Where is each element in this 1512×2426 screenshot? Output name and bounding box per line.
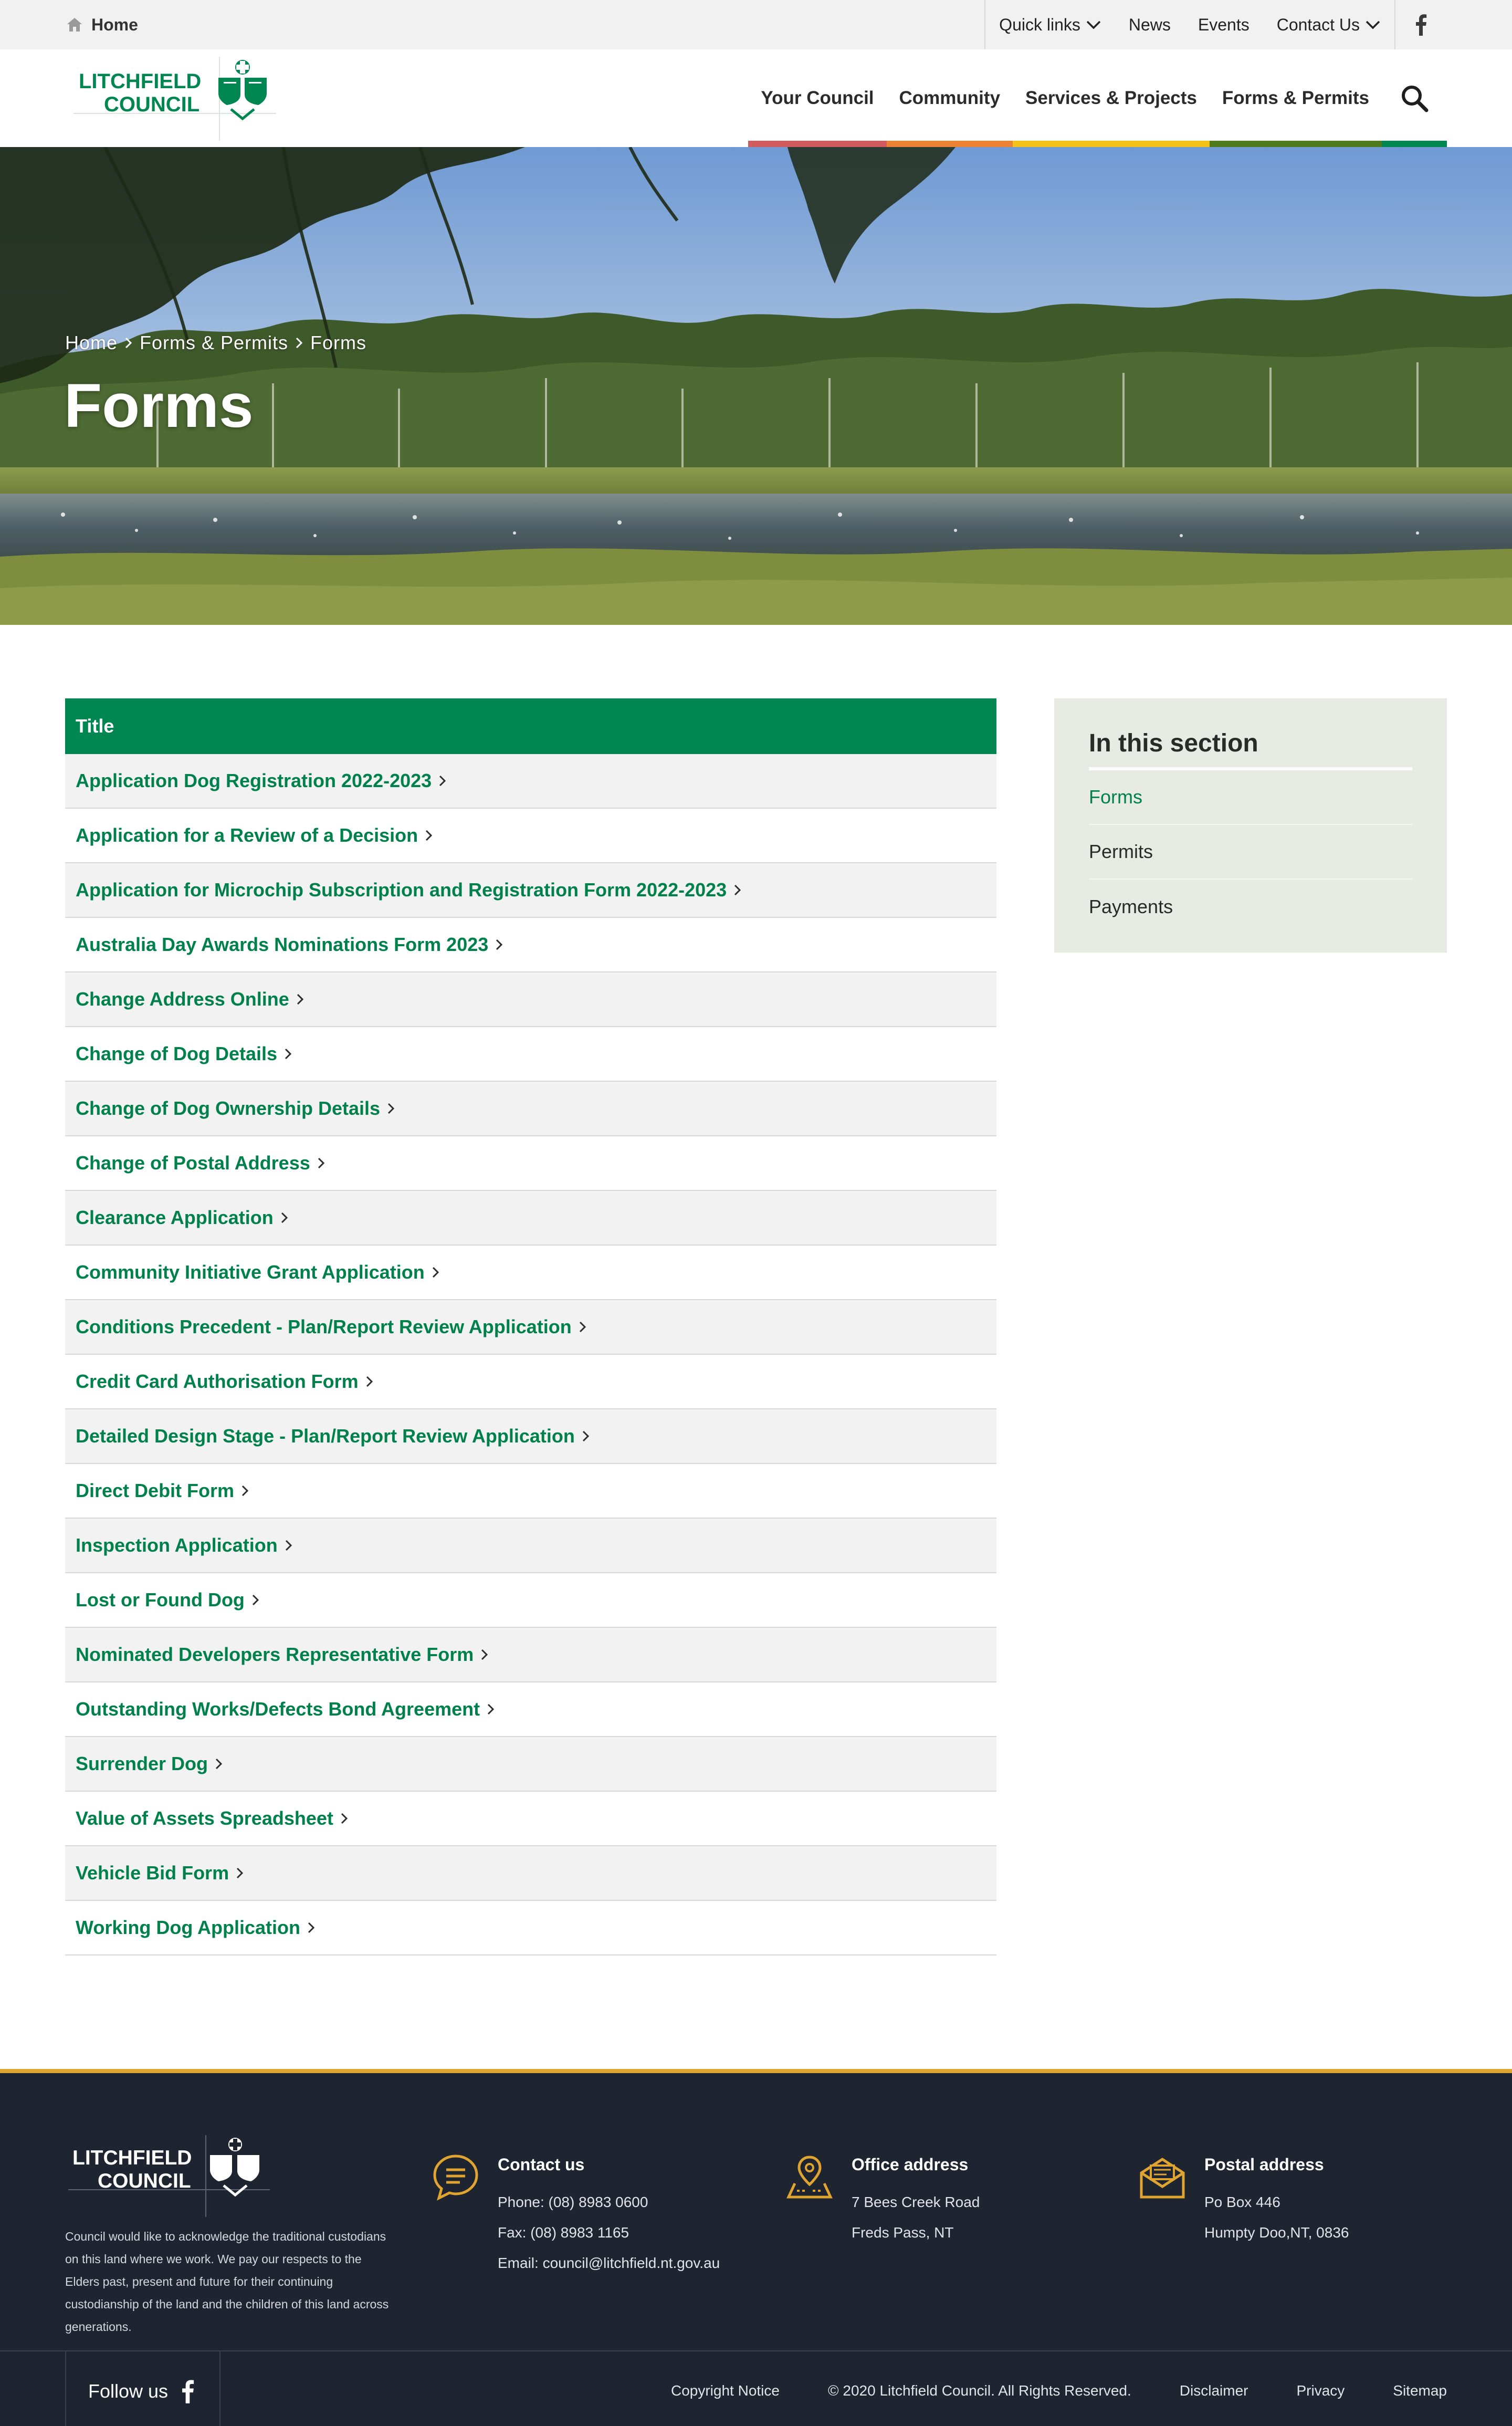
- form-link[interactable]: Application for Microchip Subscription and Registration Form 2022-2023: [76, 879, 727, 901]
- nav-forms-permits[interactable]: [1210, 49, 1382, 147]
- facebook-icon: [182, 2379, 194, 2403]
- search-button[interactable]: [1382, 49, 1447, 147]
- chevron-right-icon: [582, 1430, 590, 1442]
- footer-logo-line1: LITCHFIELD: [72, 2147, 192, 2169]
- footer-bottom-bar: [0, 2350, 1512, 2426]
- utility-bar: [0, 0, 1512, 49]
- table-row[interactable]: [65, 863, 996, 918]
- table-body: [65, 754, 996, 1956]
- form-link[interactable]: Clearance Application: [76, 1207, 274, 1228]
- events-link[interactable]: [1184, 0, 1263, 49]
- nav-label: Your Council: [761, 88, 874, 108]
- table-row[interactable]: [65, 973, 996, 1027]
- news-label: News: [1128, 15, 1171, 34]
- facebook-link[interactable]: [1395, 0, 1447, 49]
- form-link[interactable]: Inspection Application: [76, 1534, 278, 1556]
- office-line1: 7 Bees Creek Road: [852, 2194, 980, 2210]
- quick-links-label: Quick links: [999, 15, 1080, 34]
- chevron-right-icon: [297, 993, 304, 1006]
- utility-home-label: Home: [91, 15, 138, 34]
- chevron-right-icon: [215, 1758, 223, 1770]
- form-link[interactable]: Community Initiative Grant Application: [76, 1261, 425, 1283]
- page-title: Forms: [64, 371, 254, 441]
- table-row[interactable]: [65, 809, 996, 863]
- nav-your-council[interactable]: [748, 49, 886, 147]
- chevron-right-icon: [242, 1484, 249, 1497]
- footer-council-logo[interactable]: [68, 2135, 278, 2217]
- envelope-icon: [1137, 2152, 1188, 2202]
- chevron-right-icon: [296, 337, 303, 349]
- form-link[interactable]: Credit Card Authorisation Form: [76, 1371, 359, 1392]
- form-link[interactable]: Lost or Found Dog: [76, 1589, 245, 1611]
- table-row[interactable]: [65, 1846, 996, 1901]
- office-title: Office address: [852, 2155, 969, 2174]
- logo-book-icon: [218, 60, 267, 119]
- chevron-right-icon: [285, 1539, 292, 1552]
- form-link[interactable]: Surrender Dog: [76, 1753, 208, 1774]
- search-icon: [1400, 84, 1429, 112]
- table-header-title: Title: [76, 715, 114, 737]
- table-row[interactable]: [65, 1191, 996, 1246]
- nav-label: Forms & Permits: [1222, 88, 1369, 108]
- in-this-section-panel: [1054, 698, 1447, 953]
- footer-logo-line2: COUNCIL: [98, 2170, 191, 2192]
- nav-label: Community: [899, 88, 1001, 108]
- table-row[interactable]: [65, 754, 996, 809]
- table-row[interactable]: [65, 1082, 996, 1136]
- chevron-right-icon: [439, 775, 446, 787]
- table-row[interactable]: [65, 1737, 996, 1792]
- form-link[interactable]: Application Dog Registration 2022-2023: [76, 770, 432, 791]
- chevron-right-icon: [487, 1703, 495, 1716]
- form-link[interactable]: Change Address Online: [76, 988, 289, 1010]
- nav-underline: [1013, 141, 1210, 147]
- form-link[interactable]: Conditions Precedent - Plan/Report Review Application: [76, 1316, 572, 1337]
- chevron-down-icon: [1365, 19, 1381, 30]
- breadcrumb-forms-permits[interactable]: Forms & Permits: [140, 332, 289, 353]
- chevron-right-icon: [281, 1211, 288, 1224]
- sidebar-heading: In this section: [1089, 729, 1412, 770]
- form-link[interactable]: Change of Postal Address: [76, 1152, 310, 1174]
- chevron-right-icon: [252, 1594, 259, 1606]
- site-header: [0, 49, 1512, 147]
- acknowledgement-text: Council would like to acknowledge the traditional custodians on this land where we work. We pay our respects to the Elders past, present and future for their continuing custodianship of the land and the children of this land across generations.: [65, 2230, 389, 2334]
- breadcrumb: [65, 332, 366, 354]
- breadcrumb-home[interactable]: Home: [65, 332, 118, 353]
- form-link[interactable]: Working Dog Application: [76, 1917, 300, 1938]
- footer-logo-book-icon: [210, 2138, 259, 2195]
- nav-label: Services & Projects: [1025, 88, 1197, 108]
- disclaimer-link[interactable]: Disclaimer: [1179, 2382, 1248, 2399]
- table-row[interactable]: [65, 1409, 996, 1464]
- chevron-right-icon: [481, 1648, 488, 1661]
- chevron-down-icon: [1086, 19, 1101, 30]
- contact-fax: Fax: (08) 8983 1165: [498, 2224, 629, 2241]
- chevron-right-icon: [579, 1321, 586, 1333]
- contact-phone[interactable]: Phone: (08) 8983 0600: [498, 2194, 648, 2210]
- contact-us-dropdown[interactable]: [1263, 0, 1394, 49]
- postal-line2: Humpty Doo,NT, 0836: [1204, 2224, 1349, 2241]
- nav-underline: [748, 141, 886, 147]
- nav-services-projects[interactable]: [1013, 49, 1210, 147]
- postal-line1: Po Box 446: [1204, 2194, 1280, 2210]
- table-row[interactable]: [65, 1519, 996, 1573]
- nav-underline: [1210, 141, 1382, 147]
- news-link[interactable]: [1115, 0, 1184, 49]
- chevron-right-icon: [285, 1048, 292, 1060]
- events-label: Events: [1198, 15, 1250, 34]
- follow-us-facebook[interactable]: [65, 2350, 220, 2426]
- form-link[interactable]: Outstanding Works/Defects Bond Agreement: [76, 1698, 480, 1720]
- chevron-right-icon: [496, 938, 503, 951]
- chevron-right-icon: [387, 1102, 395, 1115]
- form-link[interactable]: Change of Dog Ownership Details: [76, 1097, 381, 1119]
- chevron-right-icon: [308, 1921, 315, 1934]
- table-row[interactable]: [65, 1682, 996, 1737]
- footer-links: [623, 2351, 1447, 2426]
- contact-email[interactable]: Email: council@litchfield.nt.gov.au: [498, 2255, 720, 2271]
- breadcrumb-current: Forms: [310, 332, 367, 353]
- nav-underline: [887, 141, 1013, 147]
- chevron-right-icon: [366, 1375, 373, 1388]
- follow-us-label: Follow us: [88, 2380, 169, 2402]
- chevron-right-icon: [734, 884, 741, 896]
- form-link[interactable]: Vehicle Bid Form: [76, 1862, 229, 1884]
- forms-table: [65, 698, 996, 1956]
- hero-banner: [0, 147, 1512, 625]
- table-row[interactable]: [65, 1464, 996, 1519]
- form-link[interactable]: Change of Dog Details: [76, 1043, 278, 1064]
- chevron-right-icon: [236, 1867, 244, 1879]
- main-nav: [748, 49, 1447, 147]
- contact-us-label: Contact Us: [1276, 15, 1360, 34]
- home-icon: [66, 17, 83, 33]
- chevron-right-icon: [425, 829, 433, 842]
- form-link[interactable]: Value of Assets Spreadsheet: [76, 1807, 333, 1829]
- logo-line1: LITCHFIELD: [79, 70, 202, 93]
- site-footer: [0, 2069, 1512, 2426]
- table-row[interactable]: [65, 1027, 996, 1082]
- office-line2: Freds Pass, NT: [852, 2224, 954, 2241]
- copyright-text: © 2020 Litchfield Council. All Rights Reserved.: [827, 2382, 1131, 2399]
- chat-bubble-icon: [430, 2152, 481, 2202]
- table-row[interactable]: [65, 1246, 996, 1300]
- utility-links: [984, 0, 1447, 49]
- table-row[interactable]: [65, 1901, 996, 1956]
- sitemap-link[interactable]: Sitemap: [1393, 2382, 1447, 2399]
- sidebar-item-payments[interactable]: Payments: [1089, 896, 1173, 917]
- facebook-icon: [1415, 14, 1427, 36]
- quick-links-dropdown[interactable]: [985, 0, 1115, 49]
- sidebar-item-permits[interactable]: Permits: [1089, 825, 1412, 880]
- logo-line2: COUNCIL: [104, 93, 200, 116]
- council-logo[interactable]: [74, 57, 284, 141]
- chevron-right-icon: [432, 1266, 439, 1279]
- chevron-right-icon: [341, 1812, 348, 1825]
- form-link[interactable]: Direct Debit Form: [76, 1480, 235, 1501]
- table-row[interactable]: [65, 1573, 996, 1628]
- table-row[interactable]: [65, 1628, 996, 1682]
- table-row[interactable]: [65, 1136, 996, 1191]
- form-link[interactable]: Nominated Developers Representative Form: [76, 1644, 474, 1665]
- nav-underline: [1382, 141, 1447, 147]
- chevron-right-icon: [318, 1157, 325, 1169]
- table-row[interactable]: [65, 1792, 996, 1846]
- table-row[interactable]: [65, 1355, 996, 1409]
- privacy-link[interactable]: Privacy: [1296, 2382, 1345, 2399]
- table-header: [65, 698, 996, 754]
- form-link[interactable]: Australia Day Awards Nominations Form 2023: [76, 934, 489, 955]
- chevron-right-icon: [125, 337, 132, 349]
- table-row[interactable]: [65, 918, 996, 973]
- form-link[interactable]: Detailed Design Stage - Plan/Report Review Application: [76, 1425, 575, 1447]
- table-row[interactable]: [65, 1300, 996, 1355]
- postal-title: Postal address: [1204, 2155, 1324, 2174]
- contact-title: Contact us: [498, 2155, 585, 2174]
- sidebar-item-forms[interactable]: Forms: [1089, 770, 1412, 825]
- copyright-notice-link[interactable]: Copyright Notice: [670, 2382, 780, 2399]
- map-pin-icon: [784, 2152, 835, 2202]
- nav-community[interactable]: [887, 49, 1013, 147]
- form-link[interactable]: Application for a Review of a Decision: [76, 824, 418, 846]
- utility-home-link[interactable]: [66, 0, 138, 49]
